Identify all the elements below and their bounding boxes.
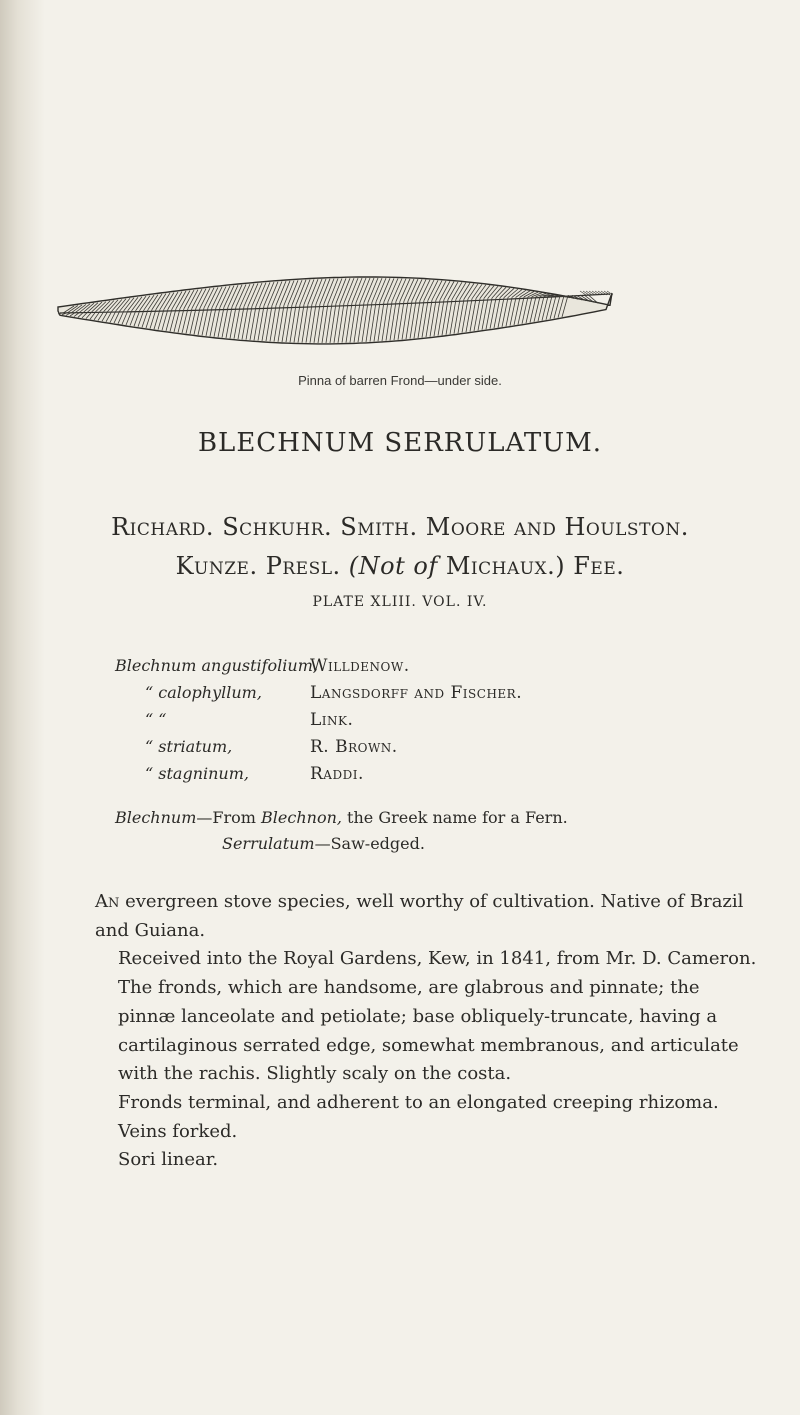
authorities-line-2-a: Kunze. Presl. — [175, 552, 349, 580]
fern-pinna-icon — [50, 245, 620, 370]
synonym-list — [115, 656, 775, 791]
synonym-row — [115, 764, 775, 791]
description-paragraph — [95, 888, 760, 945]
synonym-authority: Willdenow. — [310, 656, 410, 676]
description-paragraph: The fronds, which are handsome, are glabrous and pinnate; the pinnæ lanceolate and petiolate; base obliquely-truncate, having a cartilaginous serrated edge, somewhat membranous, and articulate with the rachis. Slightly scaly on the costa. — [118, 977, 739, 1085]
fern-pinna-illustration — [50, 245, 620, 370]
synonym-name: “ striatum, — [145, 737, 233, 756]
etymology-term: Serrulatum — [222, 834, 315, 853]
description-paragraph: Sori linear. — [118, 1149, 219, 1171]
description-lead: An — [95, 891, 120, 912]
synonym-row — [115, 683, 775, 710]
authorities-line-2 — [0, 552, 800, 580]
synonym-name: Blechnum angustifolium, — [115, 656, 318, 675]
figure-caption: Pinna of barren Frond—under side. — [298, 373, 502, 388]
synonym-authority: R. Brown. — [310, 737, 398, 757]
synonym-authority: Raddi. — [310, 764, 364, 784]
synonym-authority: Link. — [310, 710, 354, 730]
page-edge-shadow — [0, 0, 45, 1415]
etymology-text: —Saw-edged. — [314, 834, 425, 853]
etymology-text: the Greek name for a Fern. — [341, 808, 568, 827]
synonym-row — [115, 656, 775, 683]
authorities-line-1: Richard. Schkuhr. Smith. Moore and Houlston. — [111, 513, 689, 541]
etymology-genus — [115, 808, 755, 827]
page-title: BLECHNUM SERRULATUM. — [197, 428, 603, 458]
synonym-row — [115, 737, 775, 764]
etymology-term: Blechnum — [115, 808, 197, 827]
synonym-name: “ “ — [145, 710, 167, 729]
etymology-species — [222, 834, 800, 853]
description-paragraph: Veins forked. — [118, 1120, 238, 1142]
description-paragraph-text: evergreen stove species, well worthy of cultivation. Native of Brazil and Guiana. — [95, 891, 744, 941]
synonym-name: “ calophyllum, — [145, 683, 262, 702]
synonym-name: “ stagninum, — [145, 764, 249, 783]
description-paragraph: Received into the Royal Gardens, Kew, in 1841, from Mr. D. Cameron. — [118, 948, 757, 970]
authorities-line-2-italic: (Not of — [348, 552, 438, 580]
synonym-authority: Langsdorff and Fischer. — [310, 683, 523, 703]
synonym-row — [115, 710, 775, 737]
etymology-greek-term: Blechnon, — [261, 808, 342, 827]
etymology-text: —From — [196, 808, 262, 827]
description-paragraph: Fronds terminal, and adherent to an elongated creeping rhizoma. — [118, 1091, 719, 1113]
description-text — [95, 888, 760, 1175]
plate-volume: PLATE XLIII. VOL. IV. — [312, 594, 488, 610]
authorities-line-2-b: Michaux.) Fee. — [437, 552, 625, 580]
